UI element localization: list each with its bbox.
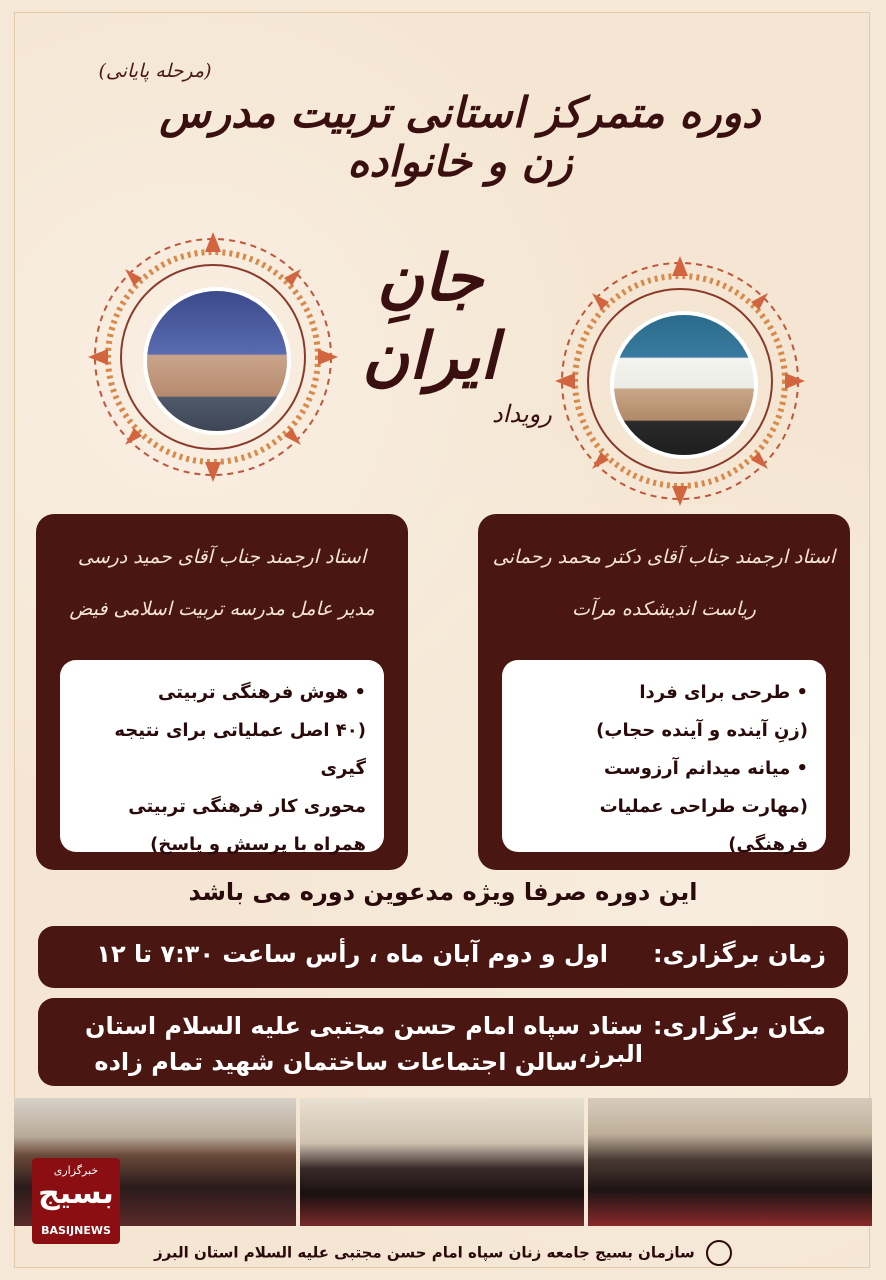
topic-line: • طرحی برای فردا	[639, 682, 808, 703]
event-name: جانِ ایران	[362, 241, 498, 394]
speaker2-medallion	[88, 232, 338, 482]
place-label: مکان برگزاری:	[652, 1012, 826, 1040]
speaker2-role: مدیر عامل مدرسه تربیت اسلامی فیض	[69, 598, 375, 620]
place-line1: ستاد سپاه امام حسن مجتبی علیه السلام استان البرز،	[85, 1012, 643, 1068]
time-value: اول و دوم آبان ماه ، رأس ساعت ۷:۳۰ تا ۱۲	[96, 940, 608, 968]
topic-line: • میانه میدانم آرزوست	[603, 758, 808, 779]
photo-hall-2	[300, 1098, 584, 1226]
poster-title: دوره متمرکز استانی تربیت مدرس زن و خانواده	[159, 88, 761, 186]
organizer-name: سازمان بسیج جامعه زنان سپاه امام حسن مجتبی علیه السلام استان البرز	[153, 1243, 695, 1262]
speaker1-portrait	[610, 311, 758, 459]
photo-hall-3	[588, 1098, 872, 1226]
speaker1-name: استاد ارجمند جناب آقای دکتر محمد رحمانی	[492, 546, 836, 568]
topic-line: (مهارت طراحی عملیات فرهنگی)	[599, 796, 808, 855]
speaker2-card	[36, 514, 408, 870]
topic-line: • هوش فرهنگی تربیتی	[157, 682, 366, 703]
speaker1-role: ریاست اندیشکده مرآت	[572, 598, 756, 620]
topic-line: محوری کار فرهنگی تربیتی	[128, 796, 366, 817]
topic-line: همراه با پرسش و پاسخ)	[150, 834, 366, 855]
time-bar	[38, 926, 848, 988]
speaker1-card	[478, 514, 850, 870]
organizer-emblem-icon	[706, 1240, 732, 1266]
speaker2-name: استاد ارجمند جناب آقای حمید درسی	[77, 546, 367, 568]
speaker2-topics	[60, 660, 384, 855]
place-bar	[38, 998, 848, 1086]
invite-only-notice: این دوره صرفا ویژه مدعوین دوره می باشد	[188, 878, 698, 906]
topic-line: (۴۰ اصل عملیاتی برای نتیجه گیری	[114, 720, 366, 779]
topic-line: (زنِ آینده و آینده حجاب)	[596, 720, 808, 741]
organizer-footer	[0, 1240, 886, 1266]
logo-latin: BASIJNEWS	[41, 1224, 111, 1237]
poster-subtitle: (مرحله پایانی)	[98, 60, 212, 82]
basij-news-logo	[32, 1158, 120, 1244]
speaker1-topics	[502, 660, 826, 855]
event-photos	[14, 1098, 872, 1226]
place-line2: سالن اجتماعات ساختمان شهید تمام زاده	[94, 1048, 578, 1076]
speaker1-medallion	[555, 256, 805, 506]
speaker2-portrait	[143, 287, 291, 435]
time-label: زمان برگزاری:	[653, 940, 826, 968]
logo-mark: بسیج	[38, 1176, 114, 1211]
event-prefix: رویداد	[492, 400, 552, 428]
logo-caption: خبرگزاری	[53, 1164, 99, 1177]
